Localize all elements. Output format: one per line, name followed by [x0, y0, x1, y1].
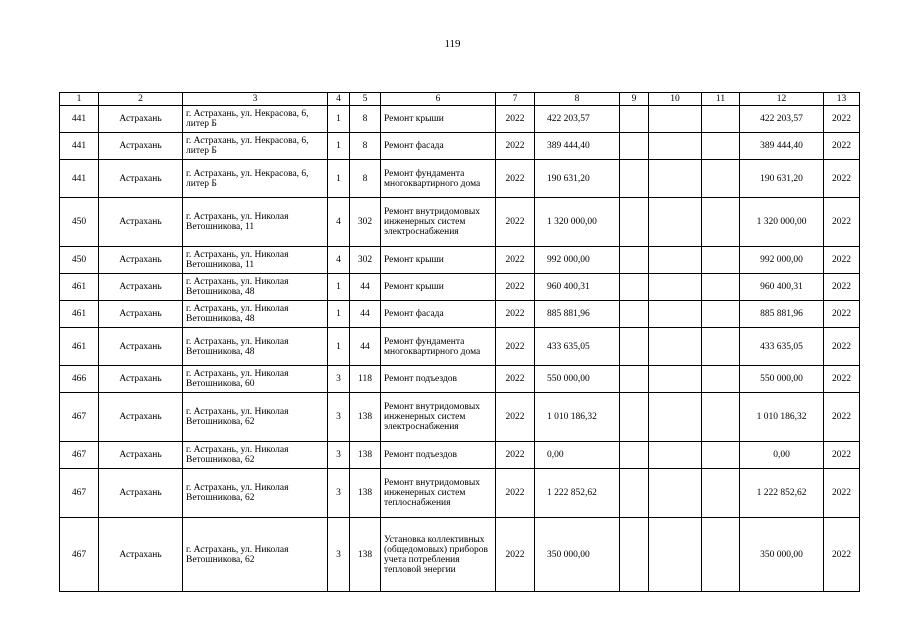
cell-cost: 550 000,00	[535, 366, 620, 393]
cell-deadline: 2022	[824, 198, 860, 247]
table-body	[60, 106, 860, 592]
cell-col11	[702, 393, 740, 442]
cell-num: 461	[60, 274, 99, 301]
cell-col11	[702, 469, 740, 518]
cell-city: Астрахань	[99, 393, 183, 442]
cell-col11	[702, 301, 740, 328]
cell-deadline: 2022	[824, 106, 860, 133]
column-header-8: 8	[535, 93, 620, 106]
cell-work-type: Ремонт внутридомовых инженерных систем электроснабжения	[381, 393, 496, 442]
cell-cost: 389 444,40	[535, 133, 620, 160]
cell-deadline: 2022	[824, 393, 860, 442]
cell-total: 960 400,31	[740, 274, 824, 301]
cell-col9	[620, 247, 649, 274]
cell-col4: 3	[328, 393, 350, 442]
cell-cost: 992 000,00	[535, 247, 620, 274]
column-header-12: 12	[740, 93, 824, 106]
table-row	[60, 393, 860, 442]
column-header-3: 3	[183, 93, 328, 106]
cell-cost: 885 881,96	[535, 301, 620, 328]
column-header-13: 13	[824, 93, 860, 106]
cell-work-type: Ремонт фасада	[381, 133, 496, 160]
cell-num: 441	[60, 160, 99, 198]
cell-cost: 0,00	[535, 442, 620, 469]
cell-city: Астрахань	[99, 274, 183, 301]
cell-year: 2022	[496, 198, 535, 247]
cell-cost: 190 631,20	[535, 160, 620, 198]
cell-total: 389 444,40	[740, 133, 824, 160]
cell-work-type: Ремонт крыши	[381, 106, 496, 133]
cell-deadline: 2022	[824, 442, 860, 469]
cell-col9	[620, 328, 649, 366]
cell-col5: 138	[350, 469, 381, 518]
cell-cost: 1 320 000,00	[535, 198, 620, 247]
cell-year: 2022	[496, 393, 535, 442]
cell-col5: 8	[350, 133, 381, 160]
cell-col4: 4	[328, 247, 350, 274]
cell-total: 190 631,20	[740, 160, 824, 198]
cell-num: 461	[60, 328, 99, 366]
cell-total: 0,00	[740, 442, 824, 469]
cell-col4: 3	[328, 469, 350, 518]
page-number: 119	[444, 38, 461, 50]
cell-col5: 118	[350, 366, 381, 393]
cell-col5: 138	[350, 442, 381, 469]
cell-year: 2022	[496, 247, 535, 274]
column-header-10: 10	[649, 93, 702, 106]
cell-col10	[649, 133, 702, 160]
repair-registry-table	[59, 92, 860, 592]
cell-deadline: 2022	[824, 133, 860, 160]
cell-col11	[702, 442, 740, 469]
cell-num: 450	[60, 247, 99, 274]
cell-address: г. Астрахань, ул. Николая Ветошникова, 11	[183, 198, 328, 247]
cell-col10	[649, 366, 702, 393]
cell-col11	[702, 160, 740, 198]
cell-col10	[649, 393, 702, 442]
cell-col10	[649, 301, 702, 328]
cell-work-type: Ремонт внутридомовых инженерных систем электроснабжения	[381, 198, 496, 247]
header-row	[60, 93, 860, 106]
cell-num: 467	[60, 393, 99, 442]
cell-address: г. Астрахань, ул. Некрасова, 6, литер Б	[183, 106, 328, 133]
cell-col11	[702, 247, 740, 274]
cell-city: Астрахань	[99, 106, 183, 133]
cell-year: 2022	[496, 366, 535, 393]
cell-city: Астрахань	[99, 328, 183, 366]
cell-year: 2022	[496, 469, 535, 518]
column-header-6: 6	[381, 93, 496, 106]
cell-total: 350 000,00	[740, 518, 824, 592]
cell-num: 450	[60, 198, 99, 247]
table-row	[60, 469, 860, 518]
table-row	[60, 301, 860, 328]
cell-col10	[649, 274, 702, 301]
cell-col9	[620, 198, 649, 247]
cell-col9	[620, 393, 649, 442]
column-header-5: 5	[350, 93, 381, 106]
cell-col4: 4	[328, 198, 350, 247]
cell-cost: 1 222 852,62	[535, 469, 620, 518]
cell-deadline: 2022	[824, 247, 860, 274]
cell-work-type: Установка коллективных (общедомовых) приборов учета потребления тепловой энергии	[381, 518, 496, 592]
table-row	[60, 106, 860, 133]
cell-year: 2022	[496, 160, 535, 198]
cell-cost: 433 635,05	[535, 328, 620, 366]
cell-work-type: Ремонт фасада	[381, 301, 496, 328]
cell-col10	[649, 518, 702, 592]
cell-col5: 44	[350, 274, 381, 301]
cell-deadline: 2022	[824, 518, 860, 592]
cell-address: г. Астрахань, ул. Некрасова, 6, литер Б	[183, 133, 328, 160]
cell-address: г. Астрахань, ул. Николая Ветошникова, 11	[183, 247, 328, 274]
cell-deadline: 2022	[824, 366, 860, 393]
cell-col5: 44	[350, 301, 381, 328]
cell-col11	[702, 133, 740, 160]
cell-address: г. Астрахань, ул. Николая Ветошникова, 62	[183, 469, 328, 518]
cell-year: 2022	[496, 133, 535, 160]
cell-deadline: 2022	[824, 469, 860, 518]
cell-col4: 3	[328, 366, 350, 393]
cell-col11	[702, 106, 740, 133]
cell-city: Астрахань	[99, 198, 183, 247]
cell-col4: 1	[328, 274, 350, 301]
table-row	[60, 247, 860, 274]
cell-address: г. Астрахань, ул. Некрасова, 6, литер Б	[183, 160, 328, 198]
cell-col11	[702, 518, 740, 592]
cell-col10	[649, 160, 702, 198]
column-header-4: 4	[328, 93, 350, 106]
cell-cost: 1 010 186,32	[535, 393, 620, 442]
cell-address: г. Астрахань, ул. Николая Ветошникова, 48	[183, 328, 328, 366]
cell-col5: 44	[350, 328, 381, 366]
cell-cost: 350 000,00	[535, 518, 620, 592]
cell-col9	[620, 274, 649, 301]
cell-col10	[649, 247, 702, 274]
cell-deadline: 2022	[824, 160, 860, 198]
table-row	[60, 198, 860, 247]
cell-col5: 8	[350, 106, 381, 133]
table-row	[60, 328, 860, 366]
cell-city: Астрахань	[99, 301, 183, 328]
cell-col4: 1	[328, 328, 350, 366]
cell-total: 1 320 000,00	[740, 198, 824, 247]
cell-deadline: 2022	[824, 301, 860, 328]
table-row	[60, 442, 860, 469]
cell-year: 2022	[496, 518, 535, 592]
cell-total: 885 881,96	[740, 301, 824, 328]
table-row	[60, 160, 860, 198]
cell-col10	[649, 106, 702, 133]
cell-address: г. Астрахань, ул. Николая Ветошникова, 62	[183, 442, 328, 469]
cell-col4: 1	[328, 133, 350, 160]
column-header-2: 2	[99, 93, 183, 106]
cell-total: 1 222 852,62	[740, 469, 824, 518]
cell-num: 461	[60, 301, 99, 328]
cell-col11	[702, 198, 740, 247]
cell-col5: 302	[350, 198, 381, 247]
cell-address: г. Астрахань, ул. Николая Ветошникова, 48	[183, 274, 328, 301]
cell-total: 992 000,00	[740, 247, 824, 274]
cell-col4: 1	[328, 160, 350, 198]
cell-num: 467	[60, 469, 99, 518]
cell-col4: 1	[328, 301, 350, 328]
cell-col10	[649, 469, 702, 518]
cell-city: Астрахань	[99, 442, 183, 469]
cell-deadline: 2022	[824, 328, 860, 366]
cell-col10	[649, 198, 702, 247]
cell-year: 2022	[496, 442, 535, 469]
column-header-1: 1	[60, 93, 99, 106]
cell-work-type: Ремонт крыши	[381, 247, 496, 274]
cell-address: г. Астрахань, ул. Николая Ветошникова, 62	[183, 518, 328, 592]
cell-col5: 138	[350, 518, 381, 592]
cell-col11	[702, 274, 740, 301]
cell-total: 1 010 186,32	[740, 393, 824, 442]
column-header-9: 9	[620, 93, 649, 106]
cell-address: г. Астрахань, ул. Николая Ветошникова, 62	[183, 393, 328, 442]
cell-col5: 138	[350, 393, 381, 442]
cell-city: Астрахань	[99, 133, 183, 160]
cell-city: Астрахань	[99, 160, 183, 198]
cell-work-type: Ремонт фундамента многоквартирного дома	[381, 328, 496, 366]
cell-total: 550 000,00	[740, 366, 824, 393]
cell-city: Астрахань	[99, 469, 183, 518]
cell-col9	[620, 442, 649, 469]
cell-col11	[702, 366, 740, 393]
cell-year: 2022	[496, 301, 535, 328]
cell-col9	[620, 518, 649, 592]
table-row	[60, 366, 860, 393]
cell-num: 441	[60, 133, 99, 160]
cell-num: 467	[60, 518, 99, 592]
table-row	[60, 133, 860, 160]
cell-col4: 1	[328, 106, 350, 133]
cell-year: 2022	[496, 106, 535, 133]
column-header-7: 7	[496, 93, 535, 106]
cell-work-type: Ремонт подъездов	[381, 366, 496, 393]
cell-city: Астрахань	[99, 247, 183, 274]
cell-total: 433 635,05	[740, 328, 824, 366]
cell-col11	[702, 328, 740, 366]
cell-col9	[620, 366, 649, 393]
cell-col5: 302	[350, 247, 381, 274]
column-header-11: 11	[702, 93, 740, 106]
cell-total: 422 203,57	[740, 106, 824, 133]
table-row	[60, 274, 860, 301]
cell-col9	[620, 301, 649, 328]
cell-col4: 3	[328, 518, 350, 592]
cell-address: г. Астрахань, ул. Николая Ветошникова, 60	[183, 366, 328, 393]
cell-cost: 422 203,57	[535, 106, 620, 133]
cell-work-type: Ремонт крыши	[381, 274, 496, 301]
cell-col9	[620, 469, 649, 518]
cell-city: Астрахань	[99, 518, 183, 592]
cell-address: г. Астрахань, ул. Николая Ветошникова, 48	[183, 301, 328, 328]
cell-num: 467	[60, 442, 99, 469]
cell-year: 2022	[496, 274, 535, 301]
cell-year: 2022	[496, 328, 535, 366]
cell-work-type: Ремонт фундамента многоквартирного дома	[381, 160, 496, 198]
cell-col5: 8	[350, 160, 381, 198]
cell-city: Астрахань	[99, 366, 183, 393]
cell-col4: 3	[328, 442, 350, 469]
cell-deadline: 2022	[824, 274, 860, 301]
cell-col9	[620, 133, 649, 160]
cell-num: 441	[60, 106, 99, 133]
table-row	[60, 518, 860, 592]
cell-col9	[620, 160, 649, 198]
cell-work-type: Ремонт подъездов	[381, 442, 496, 469]
cell-col9	[620, 106, 649, 133]
cell-col10	[649, 328, 702, 366]
cell-col10	[649, 442, 702, 469]
cell-work-type: Ремонт внутридомовых инженерных систем теплоснабжения	[381, 469, 496, 518]
cell-cost: 960 400,31	[535, 274, 620, 301]
cell-num: 466	[60, 366, 99, 393]
